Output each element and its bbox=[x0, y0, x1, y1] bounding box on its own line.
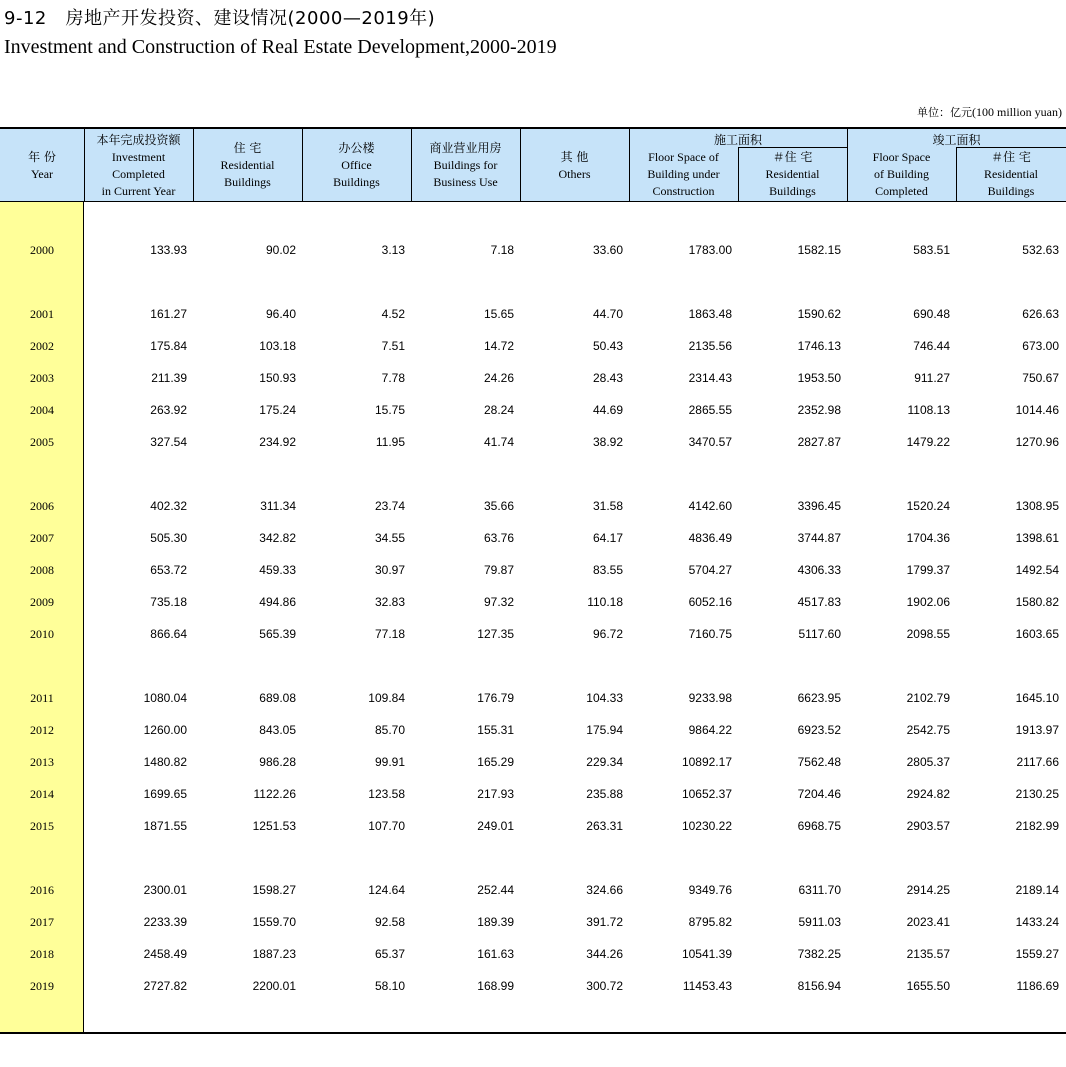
cell-others: 229.34 bbox=[586, 755, 623, 769]
cell-residential: 2200.01 bbox=[252, 979, 296, 993]
cell-under-construction: 4142.60 bbox=[688, 499, 732, 513]
header-business-use: 商业营业用房 Buildings for Business Use bbox=[429, 141, 502, 189]
cell-business: 7.18 bbox=[490, 243, 514, 257]
header-office: 办公楼 Office Buildings bbox=[333, 141, 380, 189]
year-cell: 2017 bbox=[30, 915, 54, 929]
cell-investment: 133.93 bbox=[150, 243, 187, 257]
table-row bbox=[0, 592, 1066, 612]
cell-business: 249.01 bbox=[477, 819, 514, 833]
year-cell: 2008 bbox=[30, 563, 54, 577]
year-cell: 2006 bbox=[30, 499, 54, 513]
cell-residential: 1887.23 bbox=[252, 947, 296, 961]
cell-residential: 96.40 bbox=[265, 307, 296, 321]
cell-c-residential: 1603.65 bbox=[1015, 627, 1059, 641]
cell-others: 344.26 bbox=[586, 947, 623, 961]
year-cell: 2004 bbox=[30, 403, 54, 417]
cell-residential: 459.33 bbox=[259, 563, 296, 577]
cell-c-residential: 673.00 bbox=[1022, 339, 1059, 353]
header-others: 其 他 Others bbox=[558, 149, 591, 181]
header-divider bbox=[629, 129, 630, 202]
table-row bbox=[0, 752, 1066, 772]
cell-others: 64.17 bbox=[592, 531, 623, 545]
cell-residential: 103.18 bbox=[259, 339, 296, 353]
cell-under-construction: 9864.22 bbox=[688, 723, 732, 737]
cell-business: 155.31 bbox=[477, 723, 514, 737]
cell-investment: 2300.01 bbox=[143, 883, 187, 897]
cell-c-residential: 2130.25 bbox=[1015, 787, 1059, 801]
cell-under-construction: 7160.75 bbox=[688, 627, 732, 641]
cell-c-residential: 1014.46 bbox=[1015, 403, 1059, 417]
year-cell: 2016 bbox=[30, 883, 54, 897]
cell-under-construction: 10541.39 bbox=[681, 947, 732, 961]
cell-c-residential: 1270.96 bbox=[1015, 435, 1059, 449]
cell-business: 165.29 bbox=[477, 755, 514, 769]
header-c-residential: ＃住 宅 Residential Buildings bbox=[984, 150, 1038, 198]
cell-office: 99.91 bbox=[374, 755, 405, 769]
year-cell: 2019 bbox=[30, 979, 54, 993]
cell-residential: 1559.70 bbox=[252, 915, 296, 929]
cell-others: 96.72 bbox=[592, 627, 623, 641]
cell-uc-residential: 1746.13 bbox=[797, 339, 841, 353]
table-row bbox=[0, 336, 1066, 356]
cell-under-construction: 3470.57 bbox=[688, 435, 732, 449]
cell-office: 58.10 bbox=[374, 979, 405, 993]
cell-c-residential: 1559.27 bbox=[1015, 947, 1059, 961]
cell-others: 44.70 bbox=[592, 307, 623, 321]
cell-under-construction: 10652.37 bbox=[681, 787, 732, 801]
cell-investment: 1260.00 bbox=[143, 723, 187, 737]
cell-business: 189.39 bbox=[477, 915, 514, 929]
cell-business: 35.66 bbox=[483, 499, 514, 513]
cell-c-residential: 1913.97 bbox=[1015, 723, 1059, 737]
cell-office: 23.74 bbox=[374, 499, 405, 513]
cell-completed: 2102.79 bbox=[906, 691, 950, 705]
table-row bbox=[0, 528, 1066, 548]
year-cell: 2010 bbox=[30, 627, 54, 641]
cell-uc-residential: 6923.52 bbox=[797, 723, 841, 737]
cell-investment: 161.27 bbox=[150, 307, 187, 321]
table-row bbox=[0, 880, 1066, 900]
cell-under-construction: 2135.56 bbox=[688, 339, 732, 353]
year-cell: 2005 bbox=[30, 435, 54, 449]
cell-investment: 402.32 bbox=[150, 499, 187, 513]
cell-c-residential: 1645.10 bbox=[1015, 691, 1059, 705]
table-row bbox=[0, 624, 1066, 644]
cell-investment: 175.84 bbox=[150, 339, 187, 353]
cell-others: 33.60 bbox=[592, 243, 623, 257]
year-cell: 2002 bbox=[30, 339, 54, 353]
cell-completed: 1704.36 bbox=[906, 531, 950, 545]
header-divider bbox=[956, 147, 957, 202]
table-row bbox=[0, 944, 1066, 964]
cell-under-construction: 9349.76 bbox=[688, 883, 732, 897]
cell-business: 14.72 bbox=[483, 339, 514, 353]
table-bottom-border bbox=[0, 1032, 1066, 1034]
cell-others: 263.31 bbox=[586, 819, 623, 833]
cell-office: 65.37 bbox=[374, 947, 405, 961]
cell-investment: 1480.82 bbox=[143, 755, 187, 769]
cell-others: 235.88 bbox=[586, 787, 623, 801]
cell-c-residential: 2182.99 bbox=[1015, 819, 1059, 833]
cell-completed: 1108.13 bbox=[907, 403, 950, 417]
cell-completed: 1520.24 bbox=[906, 499, 950, 513]
cell-under-construction: 9233.98 bbox=[688, 691, 732, 705]
header-divider bbox=[302, 129, 303, 202]
cell-residential: 494.86 bbox=[259, 595, 296, 609]
cell-residential: 90.02 bbox=[265, 243, 296, 257]
cell-uc-residential: 4306.33 bbox=[797, 563, 841, 577]
cell-others: 175.94 bbox=[586, 723, 623, 737]
header-divider bbox=[847, 129, 848, 202]
cell-under-construction: 10892.17 bbox=[681, 755, 732, 769]
header-uc-residential: ＃住 宅 Residential Buildings bbox=[765, 150, 820, 198]
cell-uc-residential: 2827.87 bbox=[797, 435, 841, 449]
header-residential: 住 宅 Residential Buildings bbox=[220, 141, 275, 189]
header-floor-space-under-construction: Floor Space of Building under Construction bbox=[647, 150, 720, 198]
year-cell: 2009 bbox=[30, 595, 54, 609]
cell-completed: 2903.57 bbox=[906, 819, 950, 833]
cell-completed: 911.27 bbox=[914, 371, 950, 385]
cell-others: 31.58 bbox=[592, 499, 623, 513]
header-subdivider bbox=[956, 147, 1066, 148]
cell-office: 15.75 bbox=[374, 403, 405, 417]
cell-uc-residential: 5117.60 bbox=[798, 627, 841, 641]
cell-others: 391.72 bbox=[586, 915, 623, 929]
cell-investment: 327.54 bbox=[150, 435, 187, 449]
header-subdivider bbox=[738, 147, 847, 148]
cell-under-construction: 11453.43 bbox=[682, 979, 732, 993]
year-cell: 2015 bbox=[30, 819, 54, 833]
cell-completed: 1479.22 bbox=[906, 435, 950, 449]
cell-uc-residential: 7562.48 bbox=[797, 755, 841, 769]
cell-completed: 2805.37 bbox=[906, 755, 950, 769]
cell-office: 107.70 bbox=[368, 819, 405, 833]
cell-completed: 2542.75 bbox=[906, 723, 950, 737]
cell-completed: 1902.06 bbox=[906, 595, 950, 609]
cell-uc-residential: 3396.45 bbox=[797, 499, 841, 513]
cell-completed: 583.51 bbox=[913, 243, 950, 257]
cell-residential: 150.93 bbox=[259, 371, 296, 385]
cell-under-construction: 6052.16 bbox=[688, 595, 732, 609]
cell-residential: 843.05 bbox=[259, 723, 296, 737]
cell-office: 34.55 bbox=[374, 531, 405, 545]
cell-uc-residential: 1590.62 bbox=[797, 307, 841, 321]
cell-completed: 746.44 bbox=[913, 339, 950, 353]
table-row bbox=[0, 432, 1066, 452]
cell-investment: 505.30 bbox=[150, 531, 187, 545]
cell-business: 161.63 bbox=[477, 947, 514, 961]
cell-office: 4.52 bbox=[381, 307, 405, 321]
cell-residential: 1598.27 bbox=[252, 883, 296, 897]
cell-residential: 1251.53 bbox=[252, 819, 296, 833]
cell-uc-residential: 7382.25 bbox=[797, 947, 841, 961]
header-divider bbox=[84, 129, 85, 202]
cell-completed: 690.48 bbox=[913, 307, 950, 321]
cell-office: 7.51 bbox=[381, 339, 405, 353]
cell-uc-residential: 5911.03 bbox=[798, 915, 841, 929]
table-row bbox=[0, 400, 1066, 420]
cell-others: 83.55 bbox=[592, 563, 623, 577]
cell-others: 324.66 bbox=[586, 883, 623, 897]
header-divider bbox=[520, 129, 521, 202]
cell-under-construction: 10230.22 bbox=[681, 819, 732, 833]
table-row bbox=[0, 496, 1066, 516]
cell-c-residential: 2117.66 bbox=[1016, 755, 1059, 769]
cell-others: 44.69 bbox=[592, 403, 623, 417]
cell-c-residential: 2189.14 bbox=[1015, 883, 1059, 897]
year-cell: 2014 bbox=[30, 787, 54, 801]
cell-office: 11.95 bbox=[375, 435, 405, 449]
year-cell: 2013 bbox=[30, 755, 54, 769]
cell-under-construction: 4836.49 bbox=[688, 531, 732, 545]
cell-completed: 2135.57 bbox=[906, 947, 950, 961]
cell-investment: 653.72 bbox=[150, 563, 187, 577]
year-cell: 2007 bbox=[30, 531, 54, 545]
cell-office: 77.18 bbox=[374, 627, 405, 641]
cell-c-residential: 1308.95 bbox=[1015, 499, 1059, 513]
table-row bbox=[0, 240, 1066, 260]
cell-business: 28.24 bbox=[483, 403, 514, 417]
cell-c-residential: 1580.82 bbox=[1015, 595, 1059, 609]
table-row bbox=[0, 560, 1066, 580]
header-year: 年 份 Year bbox=[28, 149, 56, 181]
cell-business: 252.44 bbox=[477, 883, 514, 897]
cell-office: 30.97 bbox=[374, 563, 405, 577]
cell-under-construction: 8795.82 bbox=[688, 915, 732, 929]
header-floor-space-completed: Floor Space of Building Completed bbox=[872, 150, 931, 198]
cell-office: 123.58 bbox=[368, 787, 405, 801]
cell-business: 24.26 bbox=[483, 371, 514, 385]
header-divider bbox=[193, 129, 194, 202]
header-divider bbox=[411, 129, 412, 202]
table-row bbox=[0, 816, 1066, 836]
year-cell: 2001 bbox=[30, 307, 54, 321]
table-row bbox=[0, 304, 1066, 324]
cell-completed: 1799.37 bbox=[906, 563, 950, 577]
table-title-english: Investment and Construction of Real Estate Development,2000-2019 bbox=[4, 36, 557, 58]
cell-business: 217.93 bbox=[477, 787, 514, 801]
header-investment: 本年完成投资额 Investment Completed in Current Year bbox=[96, 132, 181, 198]
cell-under-construction: 5704.27 bbox=[688, 563, 732, 577]
cell-residential: 311.34 bbox=[260, 499, 296, 513]
year-cell: 2011 bbox=[30, 691, 54, 705]
cell-business: 176.79 bbox=[477, 691, 514, 705]
cell-under-construction: 1863.48 bbox=[688, 307, 732, 321]
table-header bbox=[0, 127, 1066, 202]
cell-uc-residential: 6623.95 bbox=[797, 691, 841, 705]
cell-business: 63.76 bbox=[483, 531, 514, 545]
cell-business: 127.35 bbox=[477, 627, 514, 641]
cell-investment: 2458.49 bbox=[143, 947, 187, 961]
table-row bbox=[0, 688, 1066, 708]
cell-uc-residential: 4517.83 bbox=[797, 595, 841, 609]
cell-investment: 211.39 bbox=[151, 371, 187, 385]
year-column-background bbox=[0, 202, 84, 1033]
header-group-completed: 竣工面积 bbox=[932, 133, 981, 147]
table-row bbox=[0, 976, 1066, 996]
cell-business: 41.74 bbox=[483, 435, 514, 449]
year-cell: 2003 bbox=[30, 371, 54, 385]
cell-office: 109.84 bbox=[368, 691, 405, 705]
cell-others: 110.18 bbox=[587, 595, 623, 609]
header-divider bbox=[738, 147, 739, 202]
cell-office: 7.78 bbox=[381, 371, 405, 385]
year-cell: 2018 bbox=[30, 947, 54, 961]
cell-residential: 234.92 bbox=[259, 435, 296, 449]
cell-others: 104.33 bbox=[586, 691, 623, 705]
cell-investment: 1080.04 bbox=[143, 691, 187, 705]
year-cell: 2012 bbox=[30, 723, 54, 737]
cell-under-construction: 2865.55 bbox=[688, 403, 732, 417]
cell-office: 92.58 bbox=[374, 915, 405, 929]
cell-c-residential: 532.63 bbox=[1022, 243, 1059, 257]
cell-investment: 1699.65 bbox=[143, 787, 187, 801]
cell-under-construction: 2314.43 bbox=[688, 371, 732, 385]
table-title-chinese: 9-12 房地产开发投资、建设情况(2000—2019年) bbox=[4, 8, 436, 29]
table-row bbox=[0, 368, 1066, 388]
cell-business: 168.99 bbox=[477, 979, 514, 993]
cell-uc-residential: 3744.87 bbox=[797, 531, 841, 545]
cell-investment: 2233.39 bbox=[143, 915, 187, 929]
cell-business: 97.32 bbox=[483, 595, 514, 609]
cell-c-residential: 626.63 bbox=[1022, 307, 1059, 321]
cell-office: 85.70 bbox=[374, 723, 405, 737]
table-row bbox=[0, 784, 1066, 804]
cell-c-residential: 1186.69 bbox=[1016, 979, 1059, 993]
cell-uc-residential: 2352.98 bbox=[797, 403, 841, 417]
cell-uc-residential: 8156.94 bbox=[797, 979, 841, 993]
cell-others: 38.92 bbox=[592, 435, 623, 449]
cell-others: 50.43 bbox=[592, 339, 623, 353]
cell-investment: 1871.55 bbox=[143, 819, 187, 833]
cell-residential: 689.08 bbox=[259, 691, 296, 705]
cell-residential: 986.28 bbox=[259, 755, 296, 769]
cell-business: 79.87 bbox=[483, 563, 514, 577]
cell-c-residential: 1398.61 bbox=[1015, 531, 1059, 545]
header-group-under-construction: 施工面积 bbox=[713, 133, 762, 147]
cell-c-residential: 750.67 bbox=[1022, 371, 1059, 385]
table-row bbox=[0, 912, 1066, 932]
cell-uc-residential: 7204.46 bbox=[797, 787, 841, 801]
cell-residential: 565.39 bbox=[259, 627, 296, 641]
cell-others: 28.43 bbox=[592, 371, 623, 385]
cell-office: 32.83 bbox=[374, 595, 405, 609]
cell-c-residential: 1433.24 bbox=[1015, 915, 1059, 929]
cell-under-construction: 1783.00 bbox=[688, 243, 732, 257]
cell-uc-residential: 6311.70 bbox=[798, 883, 841, 897]
cell-others: 300.72 bbox=[586, 979, 623, 993]
table-row bbox=[0, 720, 1066, 740]
cell-investment: 263.92 bbox=[150, 403, 187, 417]
cell-investment: 735.18 bbox=[150, 595, 187, 609]
cell-completed: 2914.25 bbox=[906, 883, 950, 897]
cell-office: 124.64 bbox=[368, 883, 405, 897]
cell-residential: 175.24 bbox=[259, 403, 296, 417]
cell-investment: 866.64 bbox=[150, 627, 187, 641]
cell-uc-residential: 1582.15 bbox=[797, 243, 841, 257]
cell-completed: 2924.82 bbox=[906, 787, 950, 801]
cell-residential: 342.82 bbox=[259, 531, 296, 545]
year-cell: 2000 bbox=[30, 243, 54, 257]
unit-label: 单位：亿元(100 million yuan) bbox=[917, 105, 1062, 119]
cell-office: 3.13 bbox=[381, 243, 405, 257]
cell-completed: 1655.50 bbox=[906, 979, 950, 993]
cell-uc-residential: 1953.50 bbox=[797, 371, 841, 385]
cell-completed: 2023.41 bbox=[906, 915, 950, 929]
cell-completed: 2098.55 bbox=[906, 627, 950, 641]
cell-residential: 1122.26 bbox=[253, 787, 296, 801]
cell-investment: 2727.82 bbox=[143, 979, 187, 993]
cell-business: 15.65 bbox=[483, 307, 514, 321]
cell-uc-residential: 6968.75 bbox=[797, 819, 841, 833]
cell-c-residential: 1492.54 bbox=[1015, 563, 1059, 577]
